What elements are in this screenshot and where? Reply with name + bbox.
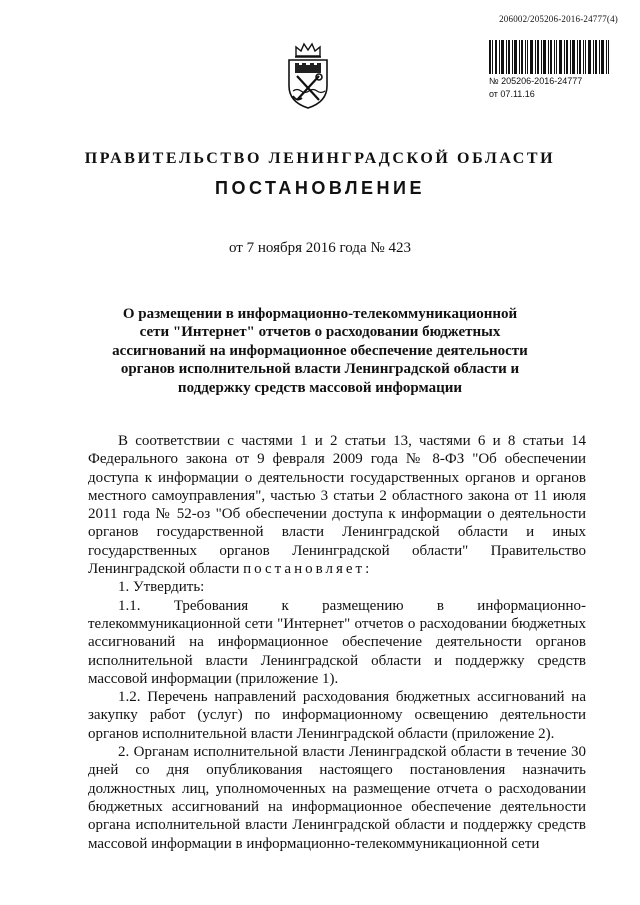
barcode-date: от 07.11.16 [489, 89, 535, 99]
paragraph-1: 1. Утвердить: [118, 579, 205, 596]
paragraph-1-1: 1.1. Требования к размещению в информационно-телекоммуникационной сети "Интернет" отчетов о расходовании бюджетных ассигнований на информационное обеспечение деятельности органов исполнительной власти Ленинградской области и поддержку средств массовой информации (приложение 1). [88, 597, 586, 687]
registration-number: 206002/205206-2016-24777(4) [499, 14, 618, 24]
document-type: ПОСТАНОВЛЕНИЕ [215, 178, 425, 198]
barcode-icon [489, 40, 609, 74]
preamble-paragraph [88, 432, 586, 578]
paragraph-1-2: 1.2. Перечень направлений расходования бюджетных ассигнований на закупку работ (услуг) по информационному освещению деятельности органов исполнительной власти Ленинградской области (приложение 2). [88, 689, 586, 742]
barcode-number: № 205206-2016-24777 [489, 76, 583, 86]
document-title: О размещении в информационно-телекоммуникационной сети "Интернет" отчетов о расходовании бюджетных ассигнований на информационное обеспечение деятельности органов исполнительной власти Ленинградской области и поддержку средств массовой информации [112, 306, 528, 396]
paragraph-2: 2. Органам исполнительной власти Ленинградской области в течение 30 дней со дня опубликования настоящего постановления назначить должностных лиц, уполномоченных на размещение отчета о расходовании бюджетных ассигнований на информационное обеспечение деятельности органа исполнительной власти Ленинградской области и поддержку средств массовой информации в информационно-телекоммуникационной сети [88, 744, 586, 852]
decree-word: постановляет: [243, 561, 373, 578]
coat-of-arms-icon [283, 42, 333, 110]
government-name: ПРАВИТЕЛЬСТВО ЛЕНИНГРАДСКОЙ ОБЛАСТИ [84, 150, 556, 167]
document-date: от 7 ноября 2016 года № 423 [229, 240, 411, 256]
preamble-text: В соответствии с частями 1 и 2 статьи 13, частями 6 и 8 статьи 14 Федерального закона от 9 февраля 2009 года № 8-ФЗ "Об обеспечении доступа к информации о деятельности государственных органов и органов местного самоуправления", частью 3 статьи 2 областного закона от 11 июля 2011 года № 52-оз "Об обеспечении доступа к информации о деятельности органов государственной власти Ленинградской области и иных государственных органов Ленинградской области" Правительство Ленинградской области [88, 433, 586, 578]
document-body [88, 432, 586, 853]
